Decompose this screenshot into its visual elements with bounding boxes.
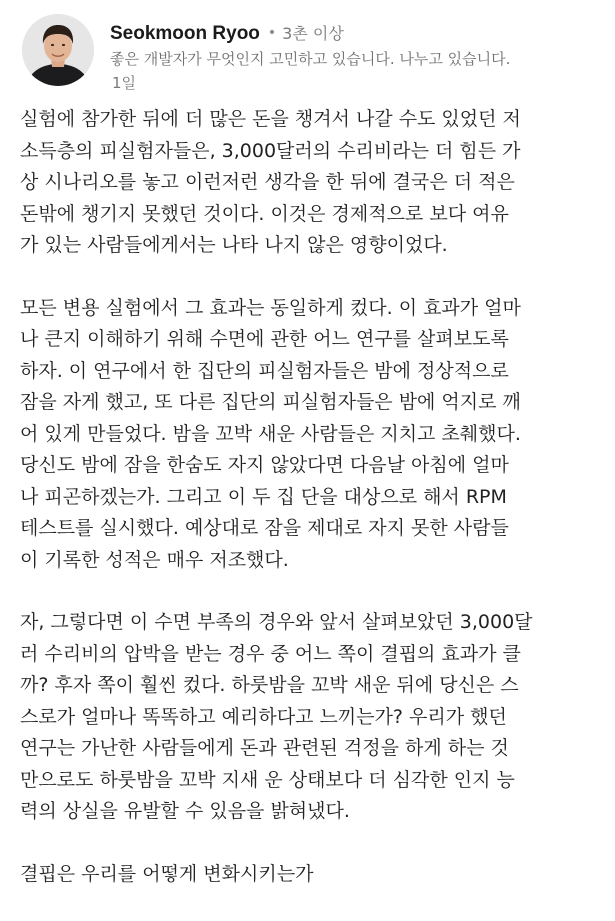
post-body [20,104,600,921]
text-line: 가 있는 사람들에게서는 나타 나지 않은 영향이었다. [20,234,448,256]
text-line: 나 피곤하겠는가. 그리고 이 두 집 단을 대상으로 해서 RPM [20,485,507,508]
post-time[interactable]: 1일 [112,74,137,92]
text-line: 테스트를 실시했다. 예상대로 잠을 제대로 자지 못한 사람들 [20,517,509,539]
text-line: 나 큰지 이해하기 위해 수면에 관한 어느 연구를 살펴보도록 [20,328,509,350]
connection-degree: 3촌 이상 [282,24,344,43]
separator-dot-icon: • [267,25,277,41]
author-name-line [110,20,610,47]
text-line: 하자. 이 연구에서 한 집단의 피실험자들은 밤에 정상적으로 [20,359,509,382]
author-meta [110,20,610,95]
text-line: 소득층의 피실험자들은, 3,000달러의 수리비라는 더 힘든 가 [20,139,521,162]
post-paragraph [20,859,600,891]
text-line: 연구는 가난한 사람들에게 돈과 관련된 걱정을 하게 하는 것 [20,737,509,759]
text-line: 모든 변용 실험에서 그 효과는 동일하게 컸다. 이 효과가 얼마 [20,296,521,319]
text-line: 만으로도 하룻밤을 꼬박 지새 운 상태보다 더 심각한 인지 능 [20,768,515,791]
author-name[interactable]: Seokmoon Ryoo [110,23,260,44]
author-headline: 좋은 개발자가 무엇인지 고민하고 있습니다. 나누고 있습니다. [110,50,511,68]
post-paragraph [20,104,600,262]
text-line: 잠을 자게 했고, 또 다른 집단의 피실험자들은 밤에 억지로 깨 [20,391,521,413]
author-avatar[interactable] [22,14,94,86]
post-header [22,14,602,94]
text-line: 결핍은 우리를 어떻게 변화시키는가 [20,862,314,885]
avatar-photo [22,14,94,86]
text-line: 까? 후자 쪽이 훨씬 컸다. 하룻밤을 꼬박 새운 뒤에 당신은 스 [20,674,519,696]
text-line: 어 있게 만들었다. 밤을 꼬박 새운 사람들은 지치고 초췌했다. [20,422,521,445]
text-line: 력의 상실을 유발할 수 있음을 밝혀냈다. [20,800,350,822]
text-line: 이 기록한 성적은 매우 저조했다. [20,548,289,571]
post-paragraph [20,607,600,828]
text-line: 돈밖에 챙기지 못했던 것이다. 이것은 경제적으로 보다 여유 [20,202,509,225]
text-line: 스로가 얼마나 똑똑하고 예리하다고 느끼는가? 우리가 했던 [20,705,507,728]
text-line: 실험에 참가한 뒤에 더 많은 돈을 챙겨서 나갈 수도 있었던 저 [20,108,521,130]
text-line: 상 시나리오를 놓고 이런저런 생각을 한 뒤에 결국은 더 적은 [20,171,515,193]
post-paragraph [20,293,600,577]
text-line: 자, 그렇다면 이 수면 부족의 경우와 앞서 살펴보았던 3,000달 [20,611,533,633]
text-line: 러 수리비의 압박을 받는 경우 중 어느 쪽이 결핍의 효과가 클 [20,642,521,665]
text-line: 당신도 밤에 잠을 한숨도 자지 않았다면 다음날 아침에 얼마 [20,454,509,476]
